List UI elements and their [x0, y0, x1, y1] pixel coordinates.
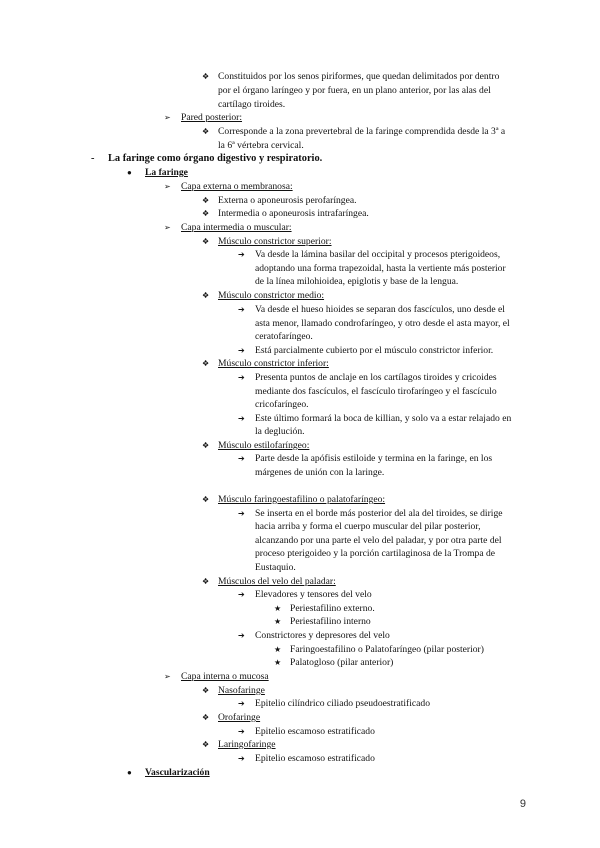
paragraph-line: Parte desde la apófisis estiloide y termina en la faringe, en los: [255, 453, 493, 464]
paragraph-line: de la línea milohioidea, epiglotis y base de la lengua.: [255, 276, 459, 287]
diamond-bullet-icon: ❖: [202, 740, 210, 749]
subheading-estilofaringeo: Músculo estilofaríngeo:: [218, 440, 310, 451]
arrow-bullet-icon: ➔: [238, 699, 245, 708]
subheading-capa-interna: Capa interna o mucosa: [181, 671, 269, 682]
paragraph-line: mediante dos fascículos, el fascículo tirofaríngeo y el fascículo: [255, 386, 497, 397]
paragraph-line: cartílago tiroides.: [218, 99, 286, 110]
arrowhead-bullet-icon: ➢: [164, 113, 171, 122]
list-item: Palatogloso (pilar anterior): [290, 657, 394, 668]
arrow-bullet-icon: ➔: [238, 590, 245, 599]
paragraph-line: Constituidos por los senos piriformes, que quedan delimitados por dentro: [218, 71, 500, 82]
subheading-pared-posterior: Pared posterior:: [181, 112, 243, 123]
paragraph-line: cricofaríngeo.: [255, 399, 309, 410]
paragraph-line: la 6ª vértebra cervical.: [218, 140, 304, 151]
paragraph-line: Va desde la lámina basilar del occipital y procesos pterigoideos,: [255, 249, 501, 260]
list-item: Faringoestafilino o Palatofaríngeo (pilar posterior): [290, 644, 484, 655]
subheading-constrictor-medio: Músculo constrictor medio:: [218, 290, 325, 301]
list-item: Epitelio escamoso estratificado: [255, 753, 375, 764]
paragraph-line: Este último formará la boca de killian, y solo va a estar relajado en: [255, 413, 512, 424]
arrow-bullet-icon: ➔: [238, 414, 245, 423]
list-item: Intermedia o aponeurosis intrafaríngea.: [218, 208, 369, 219]
paragraph-line: adoptando una forma trapezoidal, hasta la vertiente más posterior: [255, 263, 506, 274]
list-item: Epitelio cilíndrico ciliado pseudoestratificado: [255, 698, 431, 709]
diamond-bullet-icon: ❖: [202, 291, 210, 300]
heading-la-faringe: La faringe: [145, 167, 188, 178]
page-number: 9: [519, 798, 526, 810]
diamond-bullet-icon: ❖: [202, 495, 210, 504]
arrow-bullet-icon: ➔: [238, 346, 245, 355]
list-item: Externa o aponeurosis perofaríngea.: [218, 195, 357, 206]
paragraph-line: la deglución.: [255, 426, 305, 437]
star-bullet-icon: ★: [274, 617, 282, 626]
arrow-bullet-icon: ➔: [238, 631, 245, 640]
list-item: Constrictores y depresores del velo: [255, 630, 390, 641]
diamond-bullet-icon: ❖: [202, 713, 210, 722]
paragraph-line: asta menor, llamado condrofaríngeo, y otro desde el asta mayor, el: [255, 318, 510, 329]
subheading-constrictor-superior: Músculo constrictor superior:: [218, 236, 332, 247]
diamond-bullet-icon: ❖: [202, 196, 210, 205]
paragraph-line: por el órgano laríngeo y por fuera, en un plano anterior, por las alas del: [218, 85, 491, 96]
subheading-faringoestafilino: Músculo faringoestafilino o palatofaríngeo:: [218, 494, 386, 505]
paragraph-line: hacia arriba y forma el cuerpo muscular del pilar posterior,: [255, 521, 481, 532]
star-bullet-icon: ★: [274, 645, 282, 654]
subheading-capa-externa: Capa externa o membranosa:: [181, 181, 293, 192]
paragraph-line: márgenes de unión con la laringe.: [255, 467, 385, 478]
arrow-bullet-icon: ➔: [238, 509, 245, 518]
paragraph-line: Se inserta en el borde más posterior del ala del tiroides, se dirige: [255, 508, 503, 519]
arrow-bullet-icon: ➔: [238, 754, 245, 763]
subheading-constrictor-inferior: Músculo constrictor inferior:: [218, 358, 329, 369]
arrowhead-bullet-icon: ➢: [164, 223, 171, 232]
dot-bullet-icon: ●: [127, 168, 132, 177]
diamond-bullet-icon: ❖: [202, 359, 210, 368]
arrow-bullet-icon: ➔: [238, 250, 245, 259]
dot-bullet-icon: ●: [127, 768, 132, 777]
list-item: Epitelio escamoso estratificado: [255, 726, 375, 737]
paragraph-line: proceso pterigoideo y la porción cartilaginosa de la Trompa de: [255, 548, 496, 559]
subheading-capa-intermedia: Capa intermedia o muscular:: [181, 222, 292, 233]
subheading-laringofaringe: Laringofaringe: [218, 739, 276, 750]
arrow-bullet-icon: ➔: [238, 454, 245, 463]
diamond-bullet-icon: ❖: [202, 237, 210, 246]
paragraph-line: Presenta puntos de anclaje en los cartílagos tiroides y cricoides: [255, 372, 497, 383]
diamond-bullet-icon: ❖: [202, 72, 210, 81]
list-item: Elevadores y tensores del velo: [255, 589, 372, 600]
paragraph-line: Corresponde a la zona prevertebral de la faringe comprendida desde la 3ª a: [218, 126, 506, 137]
arrow-bullet-icon: ➔: [238, 373, 245, 382]
diamond-bullet-icon: ❖: [202, 686, 210, 695]
list-item: Periestafilino interno: [290, 616, 371, 627]
paragraph-line: Eustaquio.: [255, 562, 296, 573]
star-bullet-icon: ★: [274, 604, 282, 613]
subheading-orofaringe: Orofaringe: [218, 712, 261, 723]
diamond-bullet-icon: ❖: [202, 209, 210, 218]
paragraph-line: Va desde el hueso hioides se separan dos fascículos, uno desde el: [255, 304, 505, 315]
paragraph-line: Está parcialmente cubierto por el músculo constrictor inferior.: [255, 345, 494, 356]
arrowhead-bullet-icon: ➢: [164, 672, 171, 681]
diamond-bullet-icon: ❖: [202, 441, 210, 450]
diamond-bullet-icon: ❖: [202, 577, 210, 586]
arrowhead-bullet-icon: ➢: [164, 182, 171, 191]
list-item: Periestafilino externo.: [290, 603, 375, 614]
subheading-nasofaringe: Nasofaringe: [218, 685, 265, 696]
arrow-bullet-icon: ➔: [238, 727, 245, 736]
arrow-bullet-icon: ➔: [238, 305, 245, 314]
paragraph-line: alcanzando por una parte el velo del paladar, y por otra parte del: [255, 535, 502, 546]
star-bullet-icon: ★: [274, 658, 282, 667]
subheading-velo-paladar: Músculos del velo del paladar:: [218, 576, 336, 587]
section-heading: La faringe como órgano digestivo y respiratorio.: [108, 153, 323, 164]
paragraph-line: ceratofaríngeo.: [255, 331, 313, 342]
diamond-bullet-icon: ❖: [202, 127, 210, 136]
dash-bullet-icon: -: [91, 153, 95, 164]
heading-vascularizacion: Vascularización: [145, 767, 210, 778]
